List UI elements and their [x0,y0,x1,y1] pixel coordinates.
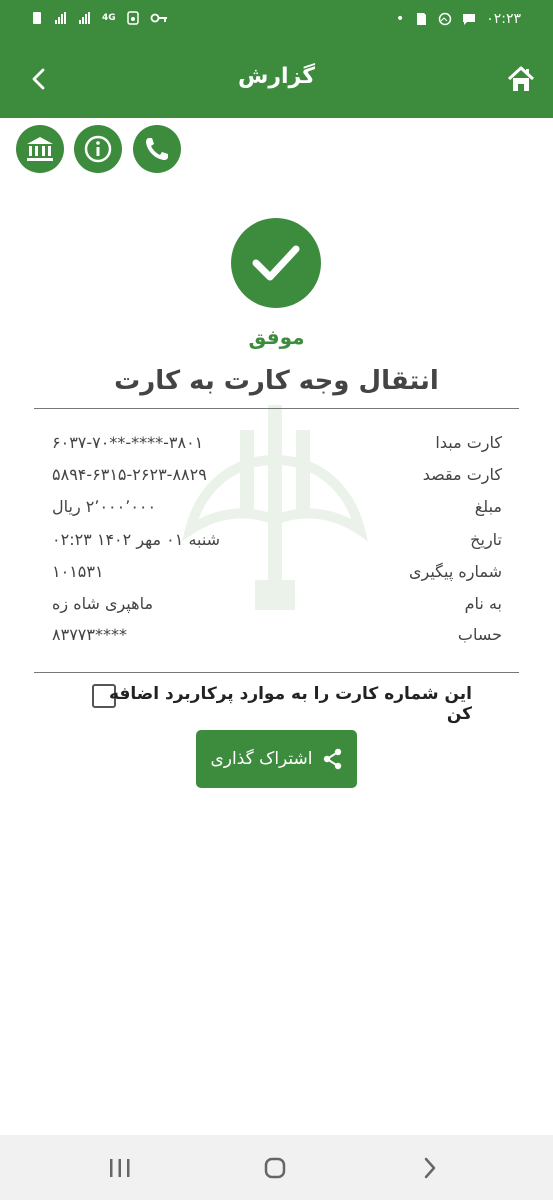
detail-value: ۶۰۳۷-۷۰**-****-۳۸۰۱ [52,433,204,452]
phone-icon [143,135,171,163]
key-icon [150,11,168,25]
page-title-header: گزارش [237,64,316,89]
home-nav-icon [263,1156,287,1180]
detail-value: ۵۸۹۴-۶۳۱۵-۲۶۲۳-۸۸۲۹ [52,465,207,484]
phone-button[interactable] [133,125,181,173]
home-icon[interactable] [506,64,536,94]
detail-row-source-card [52,433,502,459]
bank-icon [25,135,55,163]
detail-label: شماره پیگیری [408,562,502,581]
recent-apps-button[interactable] [103,1153,137,1183]
chevron-right-icon [420,1156,440,1180]
signal-icon [78,11,92,25]
detail-row-account [52,625,502,651]
save-card-label[interactable]: این شماره کارت را به موارد پرکاربرد اضافه کن [108,684,472,724]
detail-value: ۲٬۰۰۰٬۰۰۰ ریال [52,497,157,516]
share-button-label: اشتراک گذاری [210,749,313,769]
detail-row-destination-card [52,465,502,491]
bank-button[interactable] [16,125,64,173]
battery-icon [30,11,44,25]
gallery-icon [438,12,452,26]
detail-row-date [52,530,502,556]
recycle-icon [126,11,140,25]
detail-value: ۰۲:۲۳ ۱۴۰۲ شنبه ۰۱ مهر [52,530,221,549]
detail-row-amount [52,497,502,523]
info-button[interactable] [74,125,122,173]
share-icon [323,748,343,770]
status-time: ۰۲:۲۳ [486,11,521,27]
detail-value: ۱۰۱۵۳۱ [52,562,104,581]
status-bar [0,0,553,42]
detail-label: به نام [464,594,502,613]
detail-label: مبلغ [474,497,502,516]
signal-icon [54,11,68,25]
info-icon [84,135,112,163]
success-check-icon [231,218,321,308]
back-nav-button[interactable] [413,1153,447,1183]
status-icons-right [396,11,521,27]
app-bar [0,42,553,118]
detail-value: ۸۳۷۷۳**** [52,625,127,644]
detail-label: حساب [457,625,502,644]
save-card-row[interactable] [92,683,472,724]
detail-row-recipient-name [52,594,502,620]
status-text: موفق [248,325,305,349]
network-4g-icon: 4G [102,13,116,23]
status-icons-left [30,11,168,25]
dot-icon: • [395,11,405,27]
detail-label: کارت مبدا [435,433,502,452]
share-button[interactable] [196,730,357,788]
recent-apps-icon [108,1157,132,1179]
detail-label: کارت مقصد [422,465,502,484]
sd-card-icon [414,12,428,26]
detail-value: ماهپری شاه زه [52,594,154,613]
detail-row-tracking-number [52,562,502,588]
detail-label: تاریخ [470,530,502,549]
system-nav-bar [0,1135,553,1200]
home-nav-button[interactable] [258,1153,292,1183]
transaction-title: انتقال وجه کارت به کارت [114,366,439,396]
chat-icon [462,12,476,26]
divider [34,672,519,673]
